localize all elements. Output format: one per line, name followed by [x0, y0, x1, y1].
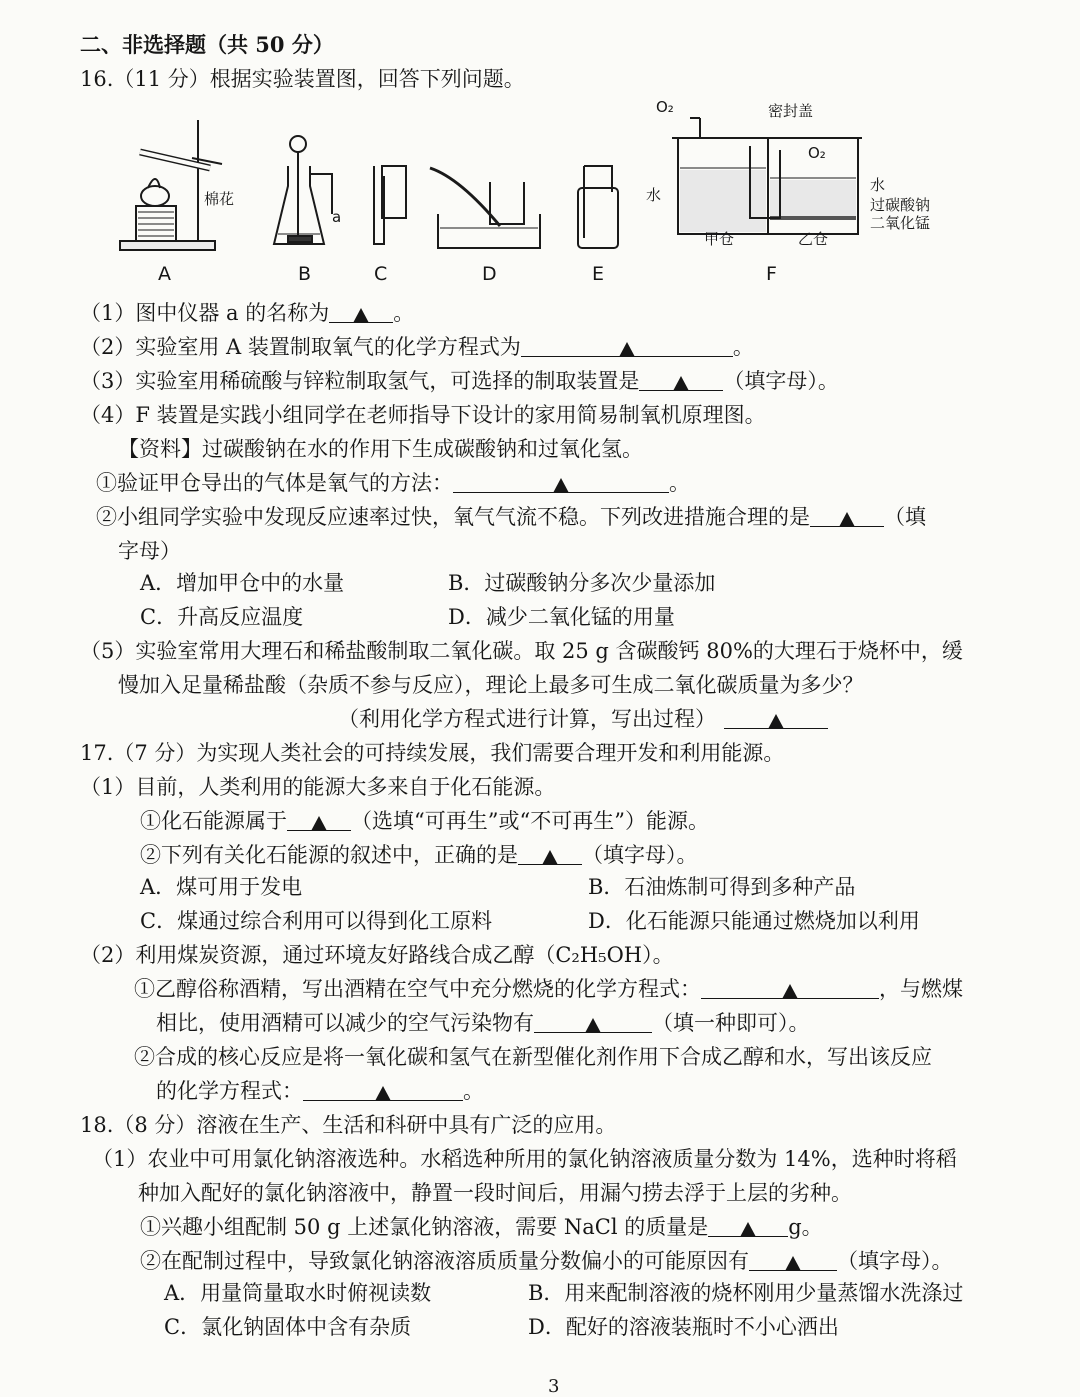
q16-part4-1: ①验证甲仓导出的气体是氧气的方法： 。 — [96, 468, 690, 498]
q17-part1: （1）目前，人类利用的能源大多来自于化石能源。 — [80, 775, 556, 799]
apparatus-c — [374, 166, 406, 244]
section-title: 二、非选择题（共 50 分） — [80, 32, 334, 57]
apparatus-e — [578, 166, 618, 248]
label-e: E — [592, 263, 605, 285]
apparatus-f — [672, 118, 862, 234]
q18-part1-line1: （1）农业中可用氯化钠溶液选种。水稻选种所用的氯化钠溶液质量分数为 14%，选种时将稻 — [92, 1147, 957, 1171]
o2-in-label: O₂ — [808, 144, 826, 162]
triangle-icon — [353, 308, 369, 323]
triangle-icon — [585, 1018, 601, 1033]
answer-blank[interactable] — [708, 1212, 788, 1237]
answer-blank[interactable] — [518, 840, 582, 865]
triangle-icon — [375, 1086, 391, 1101]
q16-option-c: C．升高反应温度 — [140, 605, 304, 629]
q16-info: 【资料】过碳酸钠在水的作用下生成碳酸钠和过氧化氢。 — [118, 437, 643, 461]
triangle-icon — [311, 816, 327, 831]
triangle-icon — [768, 714, 784, 729]
label-b: B — [298, 263, 312, 285]
answer-blank[interactable] — [749, 1246, 837, 1271]
q16-heading: 16.（11 分）根据实验装置图，回答下列问题。 — [80, 67, 525, 91]
answer-blank[interactable] — [724, 704, 828, 729]
q18-heading: 18.（8 分）溶液在生产、生活和科研中具有广泛的应用。 — [80, 1113, 617, 1137]
q18-option-a: A．用量筒量取水时俯视读数 — [164, 1281, 432, 1305]
q16-part4-2: ②小组同学实验中发现反应速率过快，氧气气流不稳。下列改进措施合理的是 （填 — [96, 502, 926, 532]
yi-label: 乙仓 — [798, 230, 829, 248]
q17-option-d: D．化石能源只能通过燃烧加以利用 — [588, 909, 920, 933]
answer-blank[interactable] — [453, 468, 669, 493]
q16-part5-line3: （利用化学方程式进行计算，写出过程） — [338, 704, 828, 734]
q16-part2: （2）实验室用 A 装置制取氧气的化学方程式为 。 — [80, 332, 754, 362]
q16-part1: （1）图中仪器 a 的名称为 。 — [80, 298, 414, 328]
q16-option-d: D．减少二氧化锰的用量 — [448, 605, 675, 629]
label-a: A — [158, 263, 171, 285]
q17-part1-1: ①化石能源属于 （选填“可再生”或“不可再生”）能源。 — [140, 806, 709, 836]
q17-part2-1-cont: 相比，使用酒精可以减少的空气污染物有 （填一种即可）。 — [156, 1008, 810, 1038]
triangle-icon — [785, 1256, 801, 1271]
q17-part2-2-cont: 的化学方程式： 。 — [156, 1076, 484, 1106]
answer-blank[interactable] — [639, 366, 723, 391]
q17-option-a: A．煤可用于发电 — [140, 875, 303, 899]
answer-blank[interactable] — [701, 974, 879, 999]
triangle-icon — [553, 478, 569, 493]
answer-blank[interactable] — [303, 1076, 463, 1101]
apparatus-b — [274, 136, 332, 244]
q16-part3: （3）实验室用稀硫酸与锌粒制取氢气，可选择的制取装置是 （填字母）。 — [80, 366, 839, 396]
q16-part4-2-cont: 字母） — [118, 539, 181, 563]
answer-blank[interactable] — [810, 502, 884, 527]
mno2-label: 二氧化锰 — [870, 214, 931, 232]
q16-option-b: B．过碳酸钠分多次少量添加 — [448, 571, 716, 595]
q18-option-c: C．氯化钠固体中含有杂质 — [164, 1315, 412, 1339]
label-c: C — [374, 263, 388, 285]
water-right-label: 水 — [870, 176, 886, 194]
o2-out-label: O₂ — [656, 98, 674, 116]
answer-blank[interactable] — [534, 1008, 652, 1033]
cotton-label: 棉花 — [204, 190, 235, 208]
triangle-icon — [619, 342, 635, 357]
triangle-icon — [673, 376, 689, 391]
apparatus-a — [120, 120, 222, 250]
triangle-icon — [740, 1222, 756, 1237]
apparatus-figure — [100, 96, 980, 288]
answer-blank[interactable] — [521, 332, 733, 357]
triangle-icon — [782, 984, 798, 999]
q18-part1-line2: 种加入配好的氯化钠溶液中，静置一段时间后，用漏勺捞去浮于上层的劣种。 — [138, 1181, 852, 1205]
q17-option-b: B．石油炼制可得到多种产品 — [588, 875, 856, 899]
answer-blank[interactable] — [287, 806, 351, 831]
q18-option-d: D．配好的溶液装瓶时不小心洒出 — [528, 1315, 839, 1339]
instrument-a-mark: a — [332, 208, 342, 226]
q17-part1-2: ②下列有关化石能源的叙述中，正确的是 （填字母）。 — [140, 840, 698, 870]
jia-label: 甲仓 — [704, 230, 735, 248]
q16-option-a: A．增加甲仓中的水量 — [140, 571, 345, 595]
seal-cap-label: 密封盖 — [768, 102, 814, 120]
q16-part5-line2: 慢加入足量稀盐酸（杂质不参与反应），理论上最多可生成二氧化碳质量为多少？ — [118, 673, 864, 697]
apparatus-d — [430, 168, 540, 248]
q17-heading: 17.（7 分）为实现人类社会的可持续发展，我们需要合理开发和利用能源。 — [80, 741, 785, 765]
q18-option-b: B．用来配制溶液的烧杯刚用少量蒸馏水洗涤过 — [528, 1281, 964, 1305]
label-d: D — [482, 263, 497, 285]
triangle-icon — [542, 850, 558, 865]
water-left-label: 水 — [646, 186, 662, 204]
label-f: F — [766, 263, 777, 285]
percarbonate-label: 过碳酸钠 — [870, 196, 931, 214]
q16-part5-line1: （5）实验室常用大理石和稀盐酸制取二氧化碳。取 25 g 含碳酸钙 80%的大理石于烧杯中，缓 — [80, 639, 963, 663]
triangle-icon — [839, 512, 855, 527]
answer-blank[interactable] — [329, 298, 393, 323]
q17-part2-1: ①乙醇俗称酒精，写出酒精在空气中充分燃烧的化学方程式： ，与燃煤 — [134, 974, 963, 1004]
q16-part4: （4）F 装置是实践小组同学在老师指导下设计的家用简易制氧机原理图。 — [80, 403, 766, 427]
q18-part1-2: ②在配制过程中，导致氯化钠溶液溶质质量分数偏小的可能原因有 （填字母）。 — [140, 1246, 953, 1276]
q17-option-c: C．煤通过综合利用可以得到化工原料 — [140, 909, 493, 933]
q18-part1-1: ①兴趣小组配制 50 g 上述氯化钠溶液，需要 NaCl 的质量是 g。 — [140, 1212, 823, 1242]
q17-part2-2: ②合成的核心反应是将一氧化碳和氢气在新型催化剂作用下合成乙醇和水，写出该反应 — [134, 1045, 932, 1069]
page-number: 3 — [548, 1376, 560, 1397]
q17-part2: （2）利用煤炭资源，通过环境友好路线合成乙醇（C₂H₅OH）。 — [80, 943, 674, 967]
